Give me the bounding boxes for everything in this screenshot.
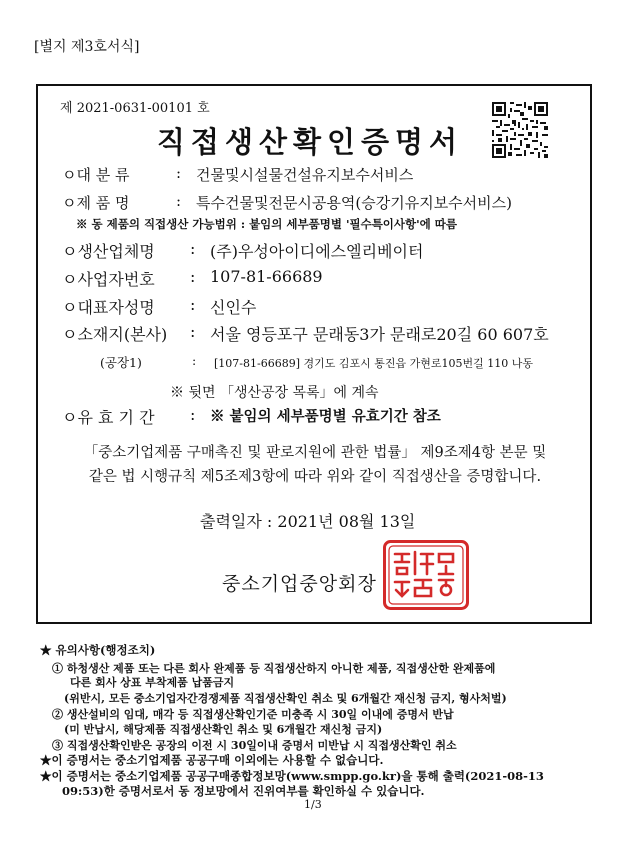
official-seal-icon — [383, 540, 469, 610]
issued-date: 출력일자 : 2021년 08월 13일 — [200, 512, 416, 531]
address-label: ㅇ소재지(본사) — [62, 325, 168, 344]
issuer-name: 중소기업중앙회장 — [222, 573, 377, 595]
category-row — [62, 164, 414, 185]
bizno-row — [62, 267, 323, 290]
note-item-2-line-2: (미 반납시, 해당제품 직접생산확인 취소 및 6개월간 재신청 금지) — [64, 723, 383, 736]
validity-row — [62, 405, 441, 428]
note-item-1-line-3: (위반시, 모든 중소기업자간경쟁제품 직접생산확인 취소 및 6개월간 재신청 금지, 형사처벌) — [64, 692, 507, 705]
page-number: 1/3 — [304, 798, 322, 811]
statement-line-1: 「중소기업제품 구매촉진 및 판로지원에 관한 법률」 제9조제4항 본문 및 — [83, 445, 547, 461]
colon: : — [192, 353, 197, 368]
qr-code-icon — [492, 102, 548, 158]
producer-row — [62, 239, 424, 262]
bizno-label: ㅇ사업자번호 — [62, 270, 155, 289]
ceo-value: 신인수 — [210, 298, 257, 317]
producer-value: (주)우성아이디에스엘리베이터 — [210, 242, 424, 261]
back-note: ※ 뒷면 「생산공장 목록」에 계속 — [170, 385, 379, 401]
address-row — [62, 322, 549, 345]
scope-note: ※ 동 제품의 직접생산 가능범위 : 붙임의 세부품명별 '필수특이사항'에 따름 — [76, 217, 457, 231]
note-star-2-line-1: ★이 증명서는 중소기업제품 공공구매종합정보망(www.smpp.go.kr)을 통해 출력(2021-08-13 — [40, 769, 544, 783]
page-title: 직접생산확인증명서 — [156, 125, 464, 159]
colon: : — [176, 192, 182, 210]
product-value: 특수건물및전문시공용역(승강기유지보수서비스) — [196, 194, 512, 212]
note-item-1-line-2: 다른 회사 상표 부착제품 납품금지 — [70, 676, 235, 689]
colon: : — [190, 322, 196, 341]
form-number: [별지 제3호서식] — [34, 39, 140, 55]
category-value: 건물및시설물건설유지보수서비스 — [196, 166, 414, 184]
note-item-2-line-1: ② 생산설비의 임대, 매각 등 직접생산확인기준 미충족 시 30일 이내에 증명서 반납 — [52, 708, 454, 721]
category-label: ㅇ대 분 류 — [62, 166, 130, 184]
colon: : — [190, 405, 196, 424]
note-star-2-line-2: 09:53)한 증명서로서 동 정보망에서 진위여부를 확인하실 수 있습니다. — [62, 784, 425, 798]
address-value: 서울 영등포구 문래동3가 문래로20길 60 607호 — [210, 325, 549, 344]
note-item-3: ③ 직접생산확인받은 공장의 이전 시 30일이내 증명서 미반납 시 직접생산확인 취소 — [52, 739, 457, 752]
statement-line-2: 같은 법 시행규칙 제5조제3항에 따라 위와 같이 직접생산을 증명합니다. — [88, 469, 542, 485]
colon: : — [176, 164, 182, 182]
validity-value: ※ 붙임의 세부품명별 유효기간 참조 — [210, 408, 441, 425]
ceo-row — [62, 295, 257, 318]
note-star-1: ★이 증명서는 중소기업제품 공공구매 이외에는 사용할 수 없습니다. — [40, 753, 384, 767]
colon: : — [190, 295, 196, 314]
colon: : — [190, 239, 196, 258]
producer-label: ㅇ생산업체명 — [62, 242, 155, 261]
validity-label: ㅇ유 효 기 간 — [62, 408, 155, 427]
certificate-number: 제 2021-0631-00101 호 — [60, 101, 210, 116]
bizno-value: 107-81-66689 — [210, 267, 323, 286]
factory-label: (공장1) — [100, 355, 142, 370]
factory-value: [107-81-66689] 경기도 김포시 통진읍 가현로105번길 110 나동 — [214, 357, 533, 370]
colon: : — [190, 267, 196, 286]
product-row — [62, 192, 512, 213]
product-label: ㅇ제 품 명 — [62, 194, 130, 212]
ceo-label: ㅇ대표자성명 — [62, 298, 155, 317]
note-item-1-line-1: ① 하청생산 제품 또는 다른 회사 완제품 등 직접생산하지 아니한 제품, 직접생산한 완제품에 — [52, 662, 496, 675]
notes-heading: ★ 유의사항(행정조치) — [40, 643, 156, 657]
